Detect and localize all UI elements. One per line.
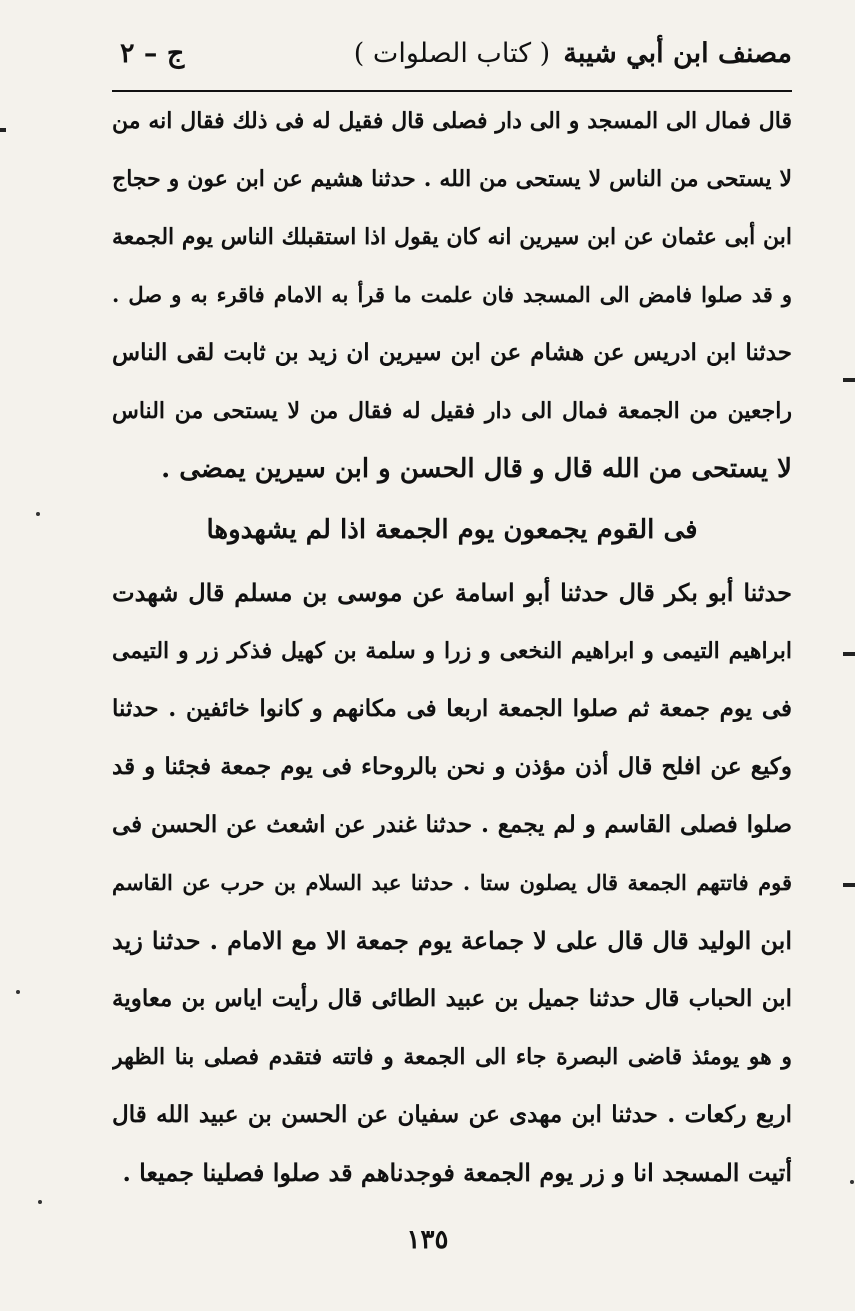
scan-speck (36, 512, 40, 516)
text-line: فى يوم جمعة ثم صلوا الجمعة اربعا فى مكانهم و كانوا خائفين . حدثنا (112, 695, 792, 722)
margin-mark (0, 128, 6, 132)
text-line: ابن الحباب قال حدثنا جميل بن عبيد الطائى قال رأيت اياس بن معاوية (112, 985, 792, 1012)
text-line: و هو يومئذ قاضى البصرة جاء الى الجمعة و فاتته فتقدم فصلى بنا الظهر (112, 1044, 792, 1070)
text-line: لا يستحى من الناس لا يستحى من الله . حدثنا هشيم عن ابن عون و حجاج (112, 166, 792, 192)
text-line: قال فمال الى المسجد و الى دار فصلى قال فقيل له فى ذلك فقال انه من (112, 108, 792, 134)
margin-mark (843, 378, 855, 382)
text-line: صلوا فصلى القاسم و لم يجمع . حدثنا غندر عن اشعث عن الحسن فى (112, 811, 792, 838)
text-line: ابراهيم التيمى و ابراهيم النخعى و زرا و سلمة بن كهيل فذكر زر و التيمى (112, 638, 792, 664)
page-number: ١٣٥ (406, 1225, 449, 1255)
page-body (112, 92, 792, 1202)
margin-mark (843, 883, 855, 887)
section-heading: فى القوم يجمعون يوم الجمعة اذا لم يشهدوها (206, 515, 698, 545)
text-line: وكيع عن افلح قال أذن مؤذن و نحن بالروحاء فى يوم جمعة فجئنا و قد (112, 753, 792, 780)
running-header (112, 32, 792, 88)
text-line: اربع ركعات . حدثنا ابن مهدى عن سفيان عن الحسن بن عبيد الله قال (112, 1101, 792, 1128)
paragraph-block-1 (112, 92, 792, 498)
text-line: ابن الوليد قال قال على لا جماعة يوم جمعة الا مع الامام . حدثنا زيد (112, 926, 792, 955)
text-line: راجعين من الجمعة فمال الى دار فقيل له فقال من لا يستحى من الناس (112, 398, 792, 424)
text-line: حدثنا ابن ادريس عن هشام عن ابن سيرين ان زيد بن ثابت لقى الناس (112, 339, 792, 366)
paragraph-block-2 (112, 564, 792, 1202)
text-line: قوم فاتتهم الجمعة قال يصلون ستا . حدثنا عبد السلام بن حرب عن القاسم (112, 870, 792, 895)
text-line: أتيت المسجد انا و زر يوم الجمعة فوجدناهم قد صلوا فصلينا جميعا . (122, 1158, 792, 1187)
margin-mark (843, 652, 855, 656)
scan-speck (16, 990, 20, 994)
text-line: لا يستحى من الله قال و قال الحسن و ابن سيرين يمضى . (161, 454, 792, 484)
scan-speck (38, 1200, 42, 1204)
scan-speck (850, 1180, 854, 1184)
volume-number: ج – ٢ (120, 38, 185, 69)
text-line: ابن أبى عثمان عن ابن سيرين انه كان يقول اذا استقبلك الناس يوم الجمعة (112, 224, 792, 250)
chapter-title: ( كتاب الصلوات ) (353, 38, 551, 69)
book-title: مصنف ابن أبي شيبة (563, 38, 792, 69)
text-line: و قد صلوا فامض الى المسجد فان علمت ما قرأ به الامام فاقرء به و صل . (112, 282, 792, 307)
text-line: حدثنا أبو بكر قال حدثنا أبو اسامة عن موسى بن مسلم قال شهدت (112, 578, 792, 607)
